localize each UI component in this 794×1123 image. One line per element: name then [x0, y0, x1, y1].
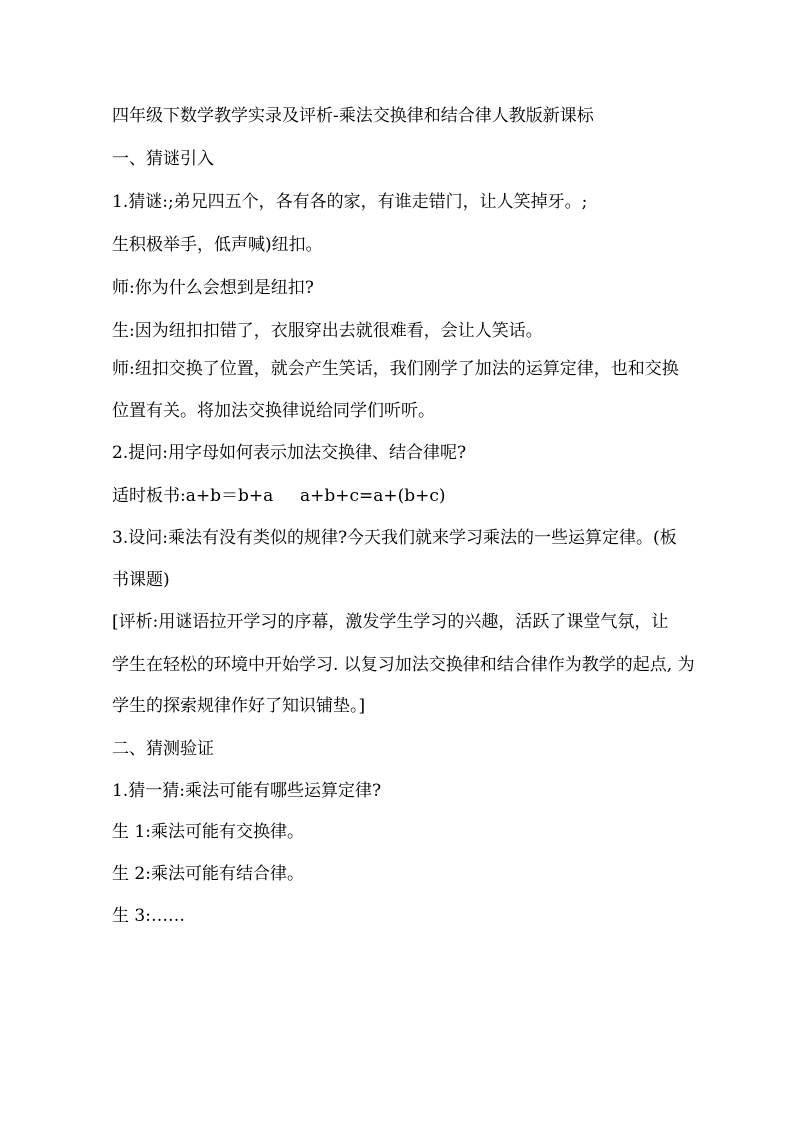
paragraph-student1: 生 1:乘法可能有交换律。 [112, 822, 304, 842]
board-writing-commutative: 适时板书:a+b＝b+a [112, 486, 274, 506]
commentary-line3: 学生的探索规律作好了知识铺垫。] [112, 696, 366, 716]
paragraph-riddle: 1.猜谜:;弟兄四五个，各有各的家，有谁走错门，让人笑掉牙。; [112, 192, 588, 212]
paragraph-setup-line1: 3.设问:乘法有没有类似的规律?今天我们就来学习乘法的一些运算定律。(板 [112, 528, 677, 548]
commentary-line2: 学生在轻松的环境中开始学习. 以复习加法交换律和结合律作为教学的起点, 为 [112, 655, 695, 675]
paragraph-teacher-remark-line1: 师:纽扣交换了位置，就会产生笑话，我们刚学了加法的运算定律，也和交换 [112, 359, 679, 379]
board-writing-associative: a+b+c=a+(b+c) [300, 486, 446, 506]
paragraph-setup-line2: 书课题) [112, 570, 170, 590]
section-heading-1: 一、猜谜引入 [112, 149, 214, 169]
paragraph-student2: 生 2:乘法可能有结合律。 [112, 864, 304, 884]
paragraph-student-answer: 生积极举手，低声喊)纽扣。 [112, 235, 323, 255]
section-heading-2: 二、猜测验证 [112, 739, 214, 759]
paragraph-teacher-remark-line2: 位置有关。将加法交换律说给同学们听听。 [112, 401, 435, 421]
paragraph-guess: 1.猜一猜:乘法可能有哪些运算定律? [112, 781, 382, 801]
paragraph-student-reason: 生:因为纽扣扣错了，衣服穿出去就很难看，会让人笑话。 [112, 321, 543, 341]
paragraph-question: 2.提问:用字母如何表示加法交换律、结合律呢? [112, 443, 467, 463]
paragraph-student3: 生 3:…… [112, 906, 185, 926]
commentary-line1: [评析:用谜语拉开学习的序幕，激发学生学习的兴趣，活跃了课堂气氛，让 [112, 612, 669, 632]
document-title: 四年级下数学教学实录及评析-乘法交换律和结合律人教版新课标 [112, 106, 594, 126]
paragraph-teacher-question: 师:你为什么会想到是纽扣? [112, 278, 314, 298]
